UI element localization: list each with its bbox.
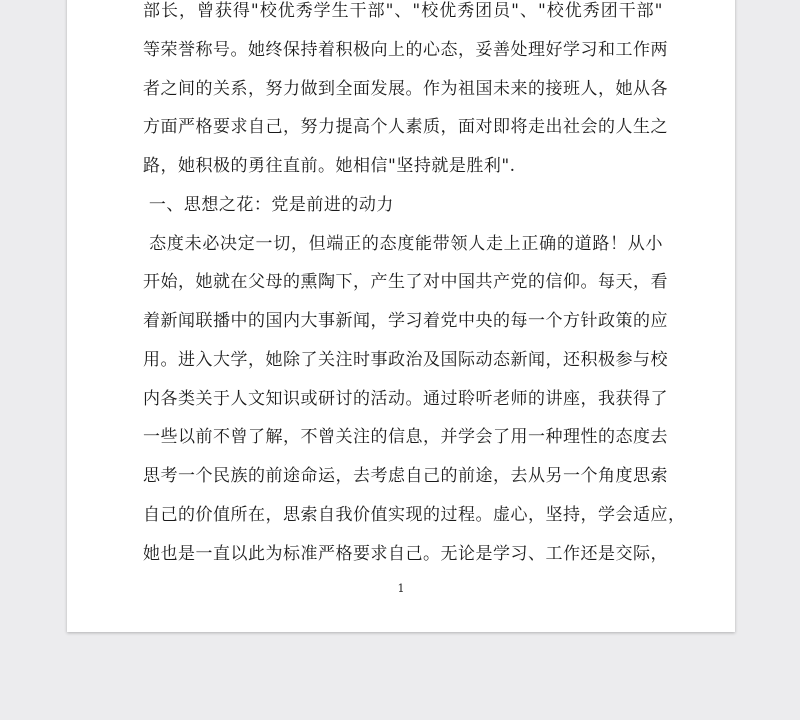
page-number: 1	[397, 582, 405, 595]
text-line: 方面严格要求自己，努力提高个人素质，面对即将走出社会的人生之	[143, 117, 668, 138]
body-text	[143, 0, 686, 573]
section-heading: 一、思想之花：党是前进的动力	[143, 194, 394, 215]
text-line: 自己的价值所在，思索自我价值实现的过程。虚心，坚持，学会适应，	[143, 504, 686, 525]
document-page	[67, 0, 735, 632]
text-line: 一些以前不曾了解，不曾关注的信息，并学会了用一种理性的态度去	[143, 427, 668, 448]
text-line: 态度未必决定一切，但端正的态度能带领人走上正确的道路！从小	[143, 233, 663, 254]
text-line: 用。进入大学，她除了关注时事政治及国际动态新闻，还积极参与校	[143, 349, 668, 370]
text-line: 内各类关于人文知识或研讨的活动。通过聆听老师的讲座，我获得了	[143, 388, 668, 409]
text-line: 部长，曾获得"校优秀学生干部"、"校优秀团员"、"校优秀团干部"	[143, 1, 663, 21]
text-line: 者之间的关系，努力做到全面发展。作为祖国未来的接班人，她从各	[143, 78, 668, 99]
text-line: 开始，她就在父母的熏陶下，产生了对中国共产党的信仰。每天，看	[143, 272, 668, 293]
text-line: 等荣誉称号。她终保持着积极向上的心态，妥善处理好学习和工作两	[143, 39, 668, 60]
text-line: 她也是一直以此为标准严格要求自己。无论是学习、工作还是交际，	[143, 543, 668, 564]
text-line: 着新闻联播中的国内大事新闻，学习着党中央的每一个方针政策的应	[143, 311, 668, 331]
text-line: 路，她积极的勇往直前。她相信"坚持就是胜利".	[143, 156, 516, 176]
text-line: 思考一个民族的前途命运，去考虑自己的前途，去从另一个角度思索	[143, 466, 668, 486]
